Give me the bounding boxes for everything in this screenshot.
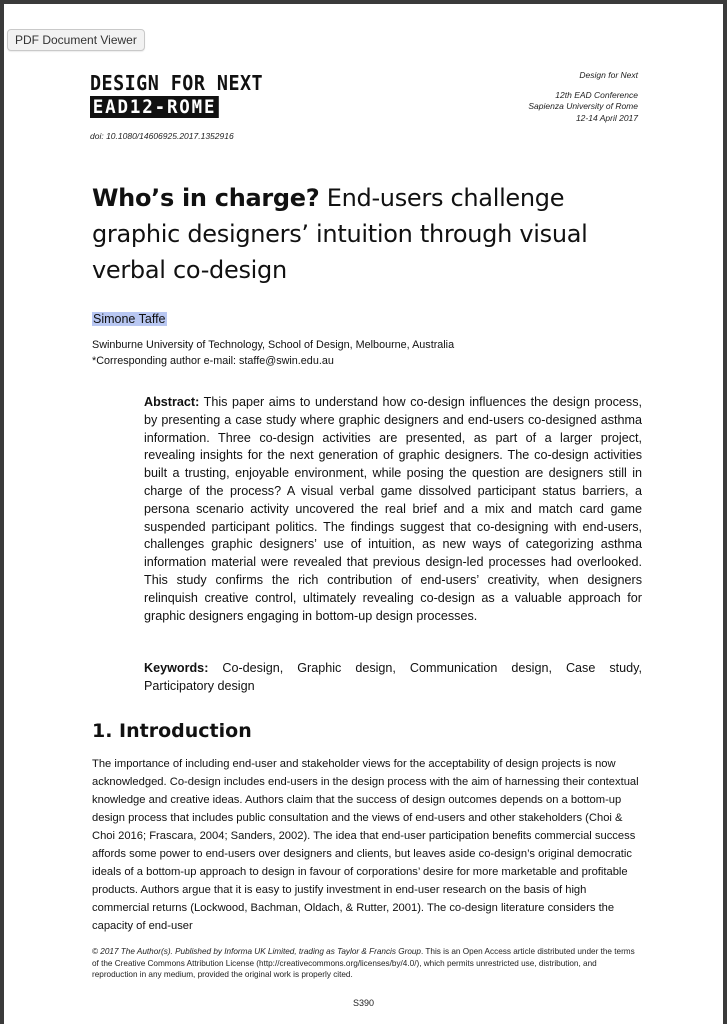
author-name[interactable]: Simone Taffe [93,312,166,326]
license-footer [92,946,640,981]
keywords-label: Keywords: [144,661,209,675]
license-text: . This is an Open Access article distributed under the terms of the Creative Commons Attribution License (http://creativecommons.org/licenses/by/4.0/), which permits unrestricted use, distribution, and reproduction in any medium, provided the original work is properly cited. [92,947,635,979]
keywords [144,660,642,696]
page-number: S390 [352,998,375,1008]
conference-info [528,70,638,124]
abstract-text: This paper aims to understand how co-design influences the design process, by presenting a case study where graphic designers and end-users co-designed asthma information. Three co-design activities are presented, as part of a larger project, revealing insights for the next generation of graphic designers. The co-design activities built a trusting, enjoyable environment, while posing the question are designers still in charge of the process? A visual verbal game dissolved participant status barriers, a persona scenario activity uncovered the real brief and a mix and match card game suspended participant politics. The findings suggest that co-designing with end-users, challenges graphic designers’ use of intuition, as new ways of categorizing asthma information material were revealed that previous design-led processes had overlooked. This study confirms the rich contribution of end-users’ creativity, when designers relinquish creative control, ultimately revealing co-design as a valuable approach for graphic designers engaging in bottom-up design processes. [144,395,642,623]
abstract [144,394,642,625]
logo-line-2: EAD12-ROME [90,96,219,118]
paper-title [92,180,652,288]
paper-title-rest: End-users challenge graphic designers’ intuition through visual verbal co-design [92,184,588,284]
author-affiliation [92,337,454,369]
introduction-text: The importance of including end-user and stakeholder views for the acceptability of design projects is now acknowledged. Co-design includes end-users in the design process with the aim of harnessing their contextual knowledge and creative ideas. Authors claim that the success of design outcomes depends on a bottom-up design process that includes public consultation and the views of end-users and other stakeholders (Choi & Choi 2016; Frascara, 2004; Sanders, 2002). The idea that end-user participation benefits commercial success affords some power to end-users over designers and clients, but leaves aside co-design’s original democratic ideals of a bottom-up approach to design in favour of corporations’ desire for more marketable and profitable products. Authors argue that it is easy to justify investment in end-user research on the basis of high commercial returns (Lockwood, Bachman, Oldach, & Rutter, 2001). The co-design literature considers the capacity of end-user [92,758,639,932]
corresponding-author: *Corresponding author e-mail: staffe@swin.edu.au [92,355,334,367]
conference-venue: Sapienza University of Rome [528,101,638,111]
affiliation-line: Swinburne University of Technology, School of Design, Melbourne, Australia [92,339,455,351]
logo-line-1: DESIGN FOR NEXT [90,71,264,95]
conference-name: Design for Next [579,70,638,80]
doi: doi: 10.1080/14606925.2017.1352916 [90,131,234,141]
conference-dates: 12-14 April 2017 [575,112,638,123]
keywords-text: Co-design, Graphic design, Communication design, Case study, Participatory design [144,661,642,693]
abstract-label: Abstract: [144,395,200,409]
section-heading: 1. Introduction [92,720,252,742]
viewer-title-button[interactable]: PDF Document Viewer [7,29,145,51]
conference-edition: 12th EAD Conference [555,89,638,100]
pdf-page [4,4,723,1024]
conference-logo [90,71,264,118]
copyright-text: © 2017 The Author(s). Published by Informa UK Limited, trading as Taylor & Francis Group [92,947,421,956]
paper-title-bold: Who’s in charge? [92,184,320,212]
